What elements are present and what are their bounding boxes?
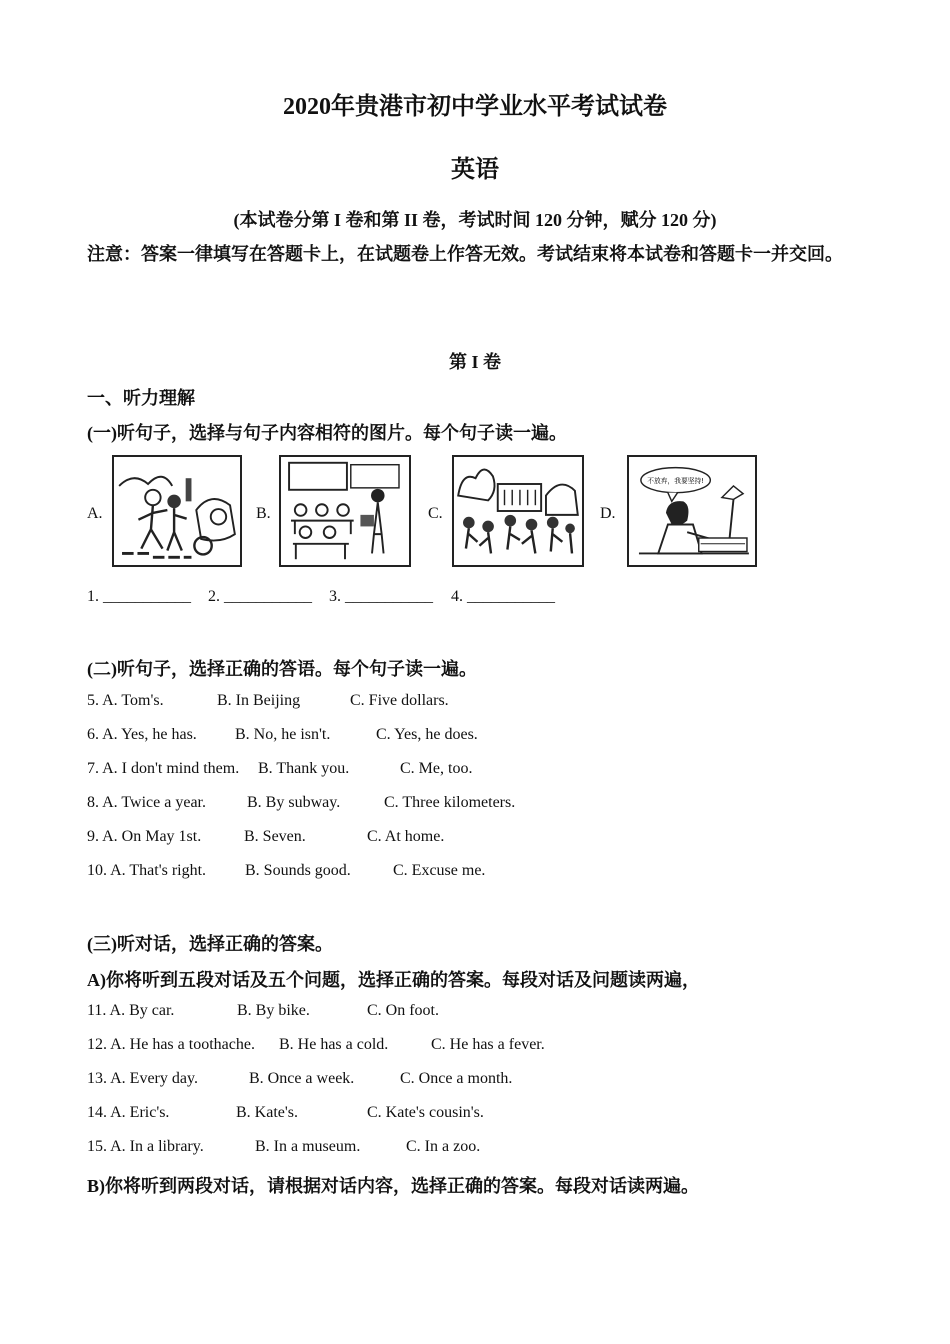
part3-heading: (三)听对话，选择正确的答案。 — [87, 934, 333, 954]
option-a: 12. A. He has a toothache. — [87, 1036, 255, 1053]
exam-info: (本试卷分第 I 卷和第 II 卷，考试时间 120 分钟，赋分 120 分) — [233, 210, 717, 230]
exam-subject: 英语 — [451, 157, 499, 183]
option-b: B. In a museum. — [255, 1138, 361, 1155]
street-crossing-picture-icon — [112, 455, 242, 567]
option-c: C. Me, too. — [400, 760, 473, 777]
part1-heading: (一)听句子，选择与句子内容相符的图片。每个句子读一遍。 — [87, 423, 567, 443]
part2-heading: (二)听句子，选择正确的答语。每个句子读一遍。 — [87, 659, 477, 679]
option-a: 5. A. Tom's. — [87, 692, 164, 709]
answer-blank-4[interactable]: 4. ___________ — [451, 588, 555, 605]
option-c: C. He has a fever. — [431, 1036, 545, 1053]
option-a: 11. A. By car. — [87, 1002, 175, 1019]
option-a: 9. A. On May 1st. — [87, 828, 202, 845]
exam-note: 注意：答案一律填写在答题卡上，在试题卷上作答无效。考试结束将本试卷和答题卡一并交回。 — [87, 244, 843, 264]
picture-d-label: D. — [600, 505, 616, 522]
option-b: B. No, he isn't. — [235, 726, 331, 743]
option-c: C. In a zoo. — [406, 1138, 481, 1155]
option-b: B. By subway. — [247, 794, 341, 811]
option-a: 14. A. Eric's. — [87, 1104, 170, 1121]
section1-heading: 一、听力理解 — [87, 388, 195, 408]
option-a: 6. A. Yes, he has. — [87, 726, 197, 743]
option-a: 13. A. Every day. — [87, 1070, 198, 1087]
classroom-picture-icon — [279, 455, 411, 567]
volume-heading: 第 I 卷 — [448, 352, 501, 372]
option-c: C. Kate's cousin's. — [367, 1104, 484, 1121]
option-c: C. Excuse me. — [393, 862, 486, 879]
option-b: B. Thank you. — [258, 760, 350, 777]
option-c: C. On foot. — [367, 1002, 439, 1019]
speech-bubble-text: 不放弃，我要坚持! — [647, 477, 704, 486]
option-b: B. Kate's. — [236, 1104, 298, 1121]
answer-blank-2[interactable]: 2. ___________ — [208, 588, 312, 605]
option-c: C. Three kilometers. — [384, 794, 516, 811]
option-a: 10. A. That's right. — [87, 862, 207, 879]
option-c: C. Yes, he does. — [376, 726, 478, 743]
option-b: B. In Beijing — [217, 692, 301, 709]
picture-c-label: C. — [428, 505, 443, 522]
option-c: C. Five dollars. — [350, 692, 449, 709]
student-studying-picture-icon — [627, 455, 757, 567]
part3-sub-a-heading: A)你将听到五段对话及五个问题，选择正确的答案。每段对话及问题读两遍， — [87, 970, 700, 990]
outdoor-crowd-picture-icon — [452, 455, 584, 567]
exam-title: 2020年贵港市初中学业水平考试试卷 — [283, 94, 667, 120]
picture-a-label: A. — [87, 505, 103, 522]
option-b: B. Sounds good. — [245, 862, 351, 879]
option-a: 8. A. Twice a year. — [87, 794, 206, 811]
option-a: 7. A. I don't mind them. — [87, 760, 240, 777]
answer-blank-3[interactable]: 3. ___________ — [329, 588, 433, 605]
option-c: C. At home. — [367, 828, 445, 845]
option-b: B. Seven. — [244, 828, 306, 845]
answer-blank-1[interactable]: 1. ___________ — [87, 588, 191, 605]
option-a: 15. A. In a library. — [87, 1138, 204, 1155]
option-b: B. Once a week. — [249, 1070, 355, 1087]
part3-sub-b-heading: B)你将听到两段对话，请根据对话内容，选择正确的答案。每段对话读两遍。 — [87, 1176, 699, 1196]
picture-b-label: B. — [256, 505, 271, 522]
option-b: B. He has a cold. — [279, 1036, 389, 1053]
option-b: B. By bike. — [237, 1002, 310, 1019]
option-c: C. Once a month. — [400, 1070, 513, 1087]
